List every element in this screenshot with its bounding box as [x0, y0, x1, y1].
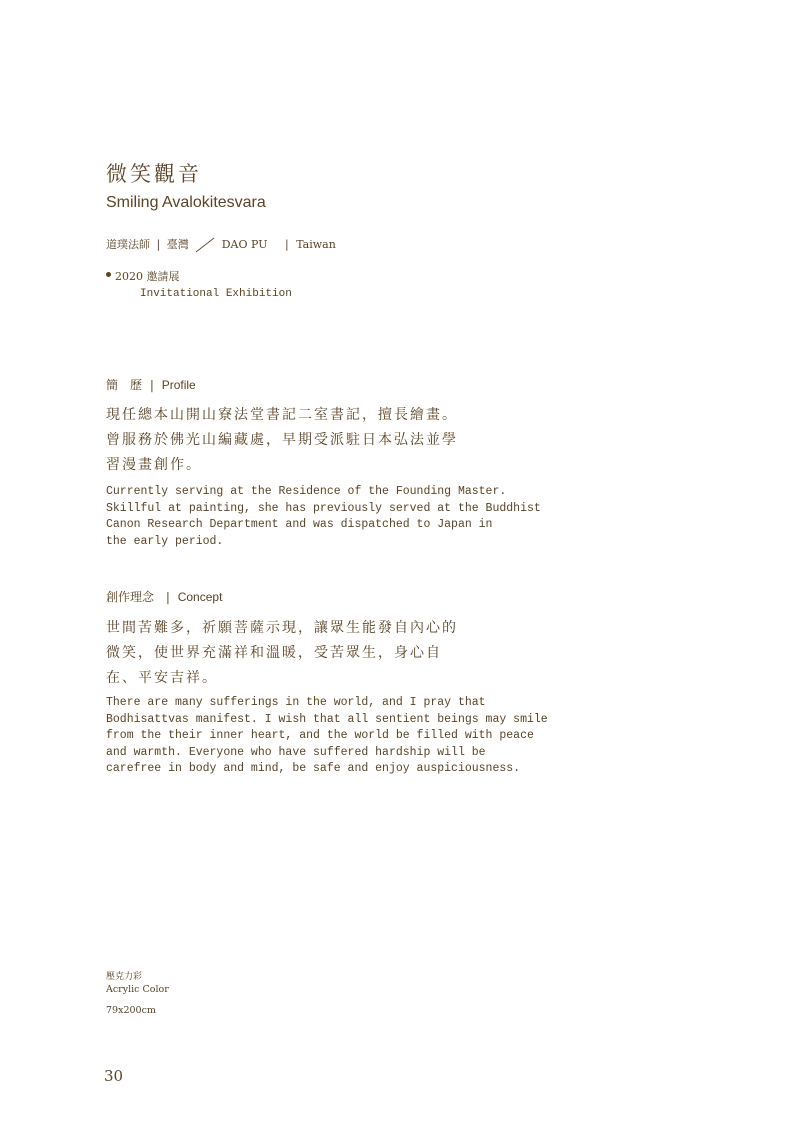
exhibition-year: 2020 邀請展 — [115, 270, 180, 283]
profile-text-chinese: 現任總本山開山寮法堂書記二室書記，擅長繪畫。曾服務於佛光山編藏處，早期受派駐日本弘法並學習漫畫創作。 — [106, 407, 458, 473]
profile-heading-english: Profile — [161, 378, 196, 392]
concept-heading: 創作理念 | Concept — [106, 590, 223, 604]
medium-english: Acrylic Color — [106, 984, 169, 995]
exhibition-label: Invitational Exhibition — [140, 288, 292, 300]
concept-text-english: There are many sufferings in the world, and I pray that Bodhisattvas manifest. I wish that all sentient beings may smile from the their inner heart, and the world be filled with peace and warmth. Everyone who have suffered hardship will be carefree in body and mind, be safe and enjoy auspiciousness. — [106, 696, 548, 775]
bullet-icon — [106, 272, 111, 277]
profile-heading-chinese: 簡 歷 — [106, 378, 143, 392]
concept-heading-english: Concept — [177, 590, 223, 604]
artist-line — [106, 236, 336, 253]
separator: | — [284, 238, 289, 251]
concept-text-chinese: 世間苦難多，祈願菩薩示現，讓眾生能發自內心的微笑，使世界充滿祥和溫暖，受苦眾生，身心自在、平安吉祥。 — [106, 620, 458, 686]
page-number: 30 — [104, 1067, 124, 1085]
concept-heading-chinese: 創作理念 — [106, 590, 155, 604]
medium-chinese: 壓克力彩 — [106, 972, 143, 982]
profile-heading: 簡 歷 | Profile — [106, 378, 196, 392]
artist-region-english: Taiwan — [296, 238, 336, 251]
artwork-size: 79x200cm — [106, 1005, 156, 1016]
title-chinese: 微笑觀音 — [106, 162, 202, 186]
artist-region-chinese: 臺灣 — [166, 238, 189, 251]
slash-divider-icon — [194, 237, 216, 253]
artist-name-chinese: 道璞法師 — [106, 238, 150, 251]
title-english: Smiling Avalokitesvara — [106, 194, 266, 211]
profile-text-english: Currently serving at the Residence of the Founding Master. Skillful at painting, she has previously served at the Buddhist Canon Research Department and was dispatched to Japan in the early period. — [106, 485, 541, 548]
artist-name-english: DAO PU — [221, 238, 268, 251]
separator: | — [156, 238, 161, 251]
